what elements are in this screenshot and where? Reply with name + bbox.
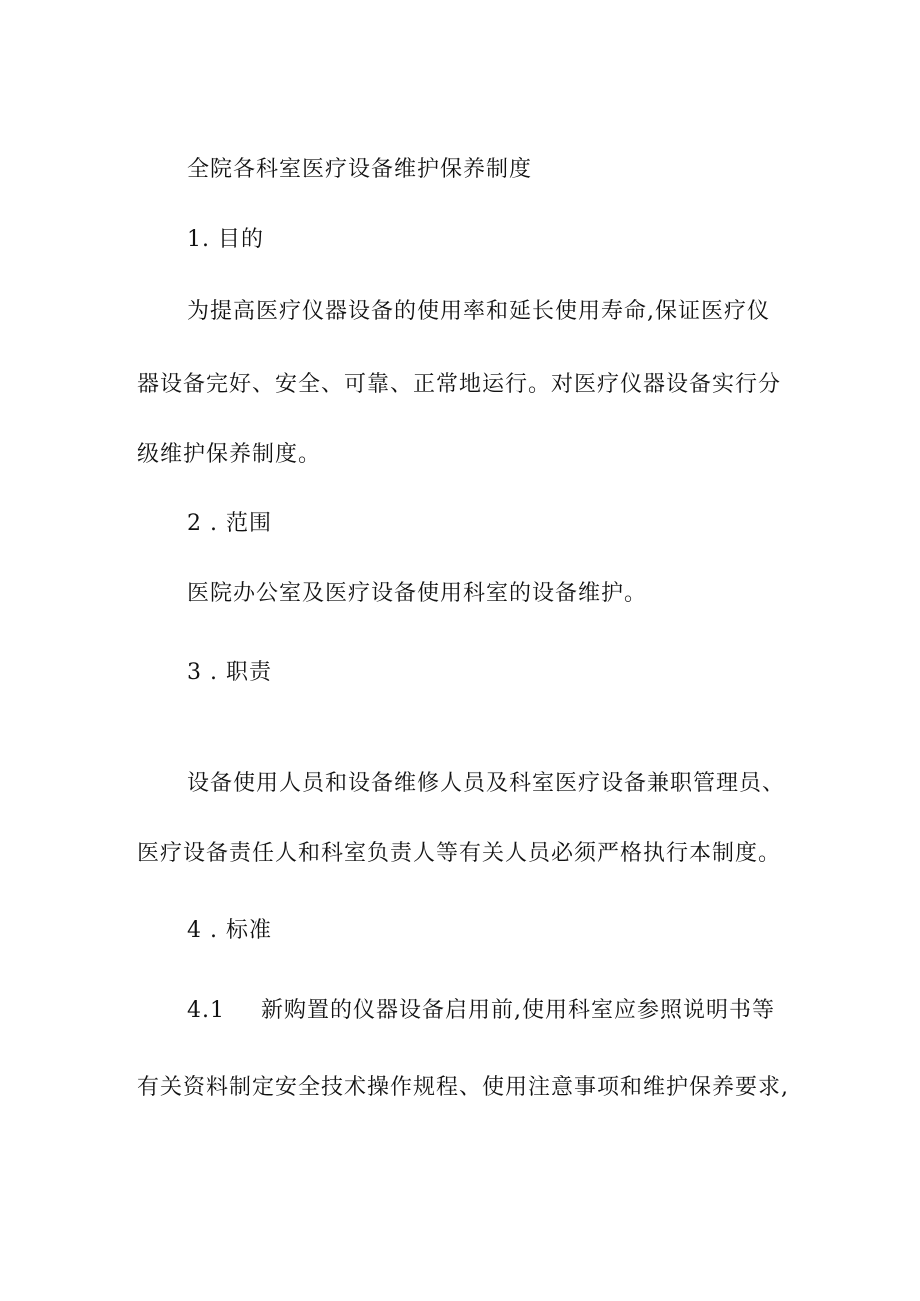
clause-4-1-continuation: 有关资料制定安全技术操作规程、使用注意事项和维护保养要求, <box>137 1075 789 1100</box>
document-title: 全院各科室医疗设备维护保养制度 <box>187 157 533 182</box>
purpose-line-3: 级维护保养制度。 <box>137 442 322 467</box>
clause-number: 4.1 <box>187 998 225 1023</box>
clause-4-1-first-line <box>187 997 775 1025</box>
section-heading-responsibilities: 3 . 职责 <box>187 660 272 685</box>
purpose-line-2: 器设备完好、安全、可靠、正常地运行。对医疗仪器设备实行分 <box>137 372 782 397</box>
scope-line-1: 医院办公室及医疗设备使用科室的设备维护。 <box>187 581 648 606</box>
section-heading-purpose: 1. 目的 <box>187 227 264 252</box>
clause-text: 新购置的仪器设备启用前,使用科室应参照说明书等 <box>261 998 775 1023</box>
section-heading-scope: 2 . 范围 <box>187 511 272 536</box>
purpose-line-1: 为提高医疗仪器设备的使用率和延长使用寿命,保证医疗仪 <box>187 299 770 324</box>
section-heading-standards: 4 . 标准 <box>187 918 272 943</box>
responsibilities-line-1: 设备使用人员和设备维修人员及科室医疗设备兼职管理员、 <box>187 771 786 796</box>
responsibilities-line-2: 医疗设备责任人和科室负责人等有关人员必须严格执行本制度。 <box>137 841 782 866</box>
